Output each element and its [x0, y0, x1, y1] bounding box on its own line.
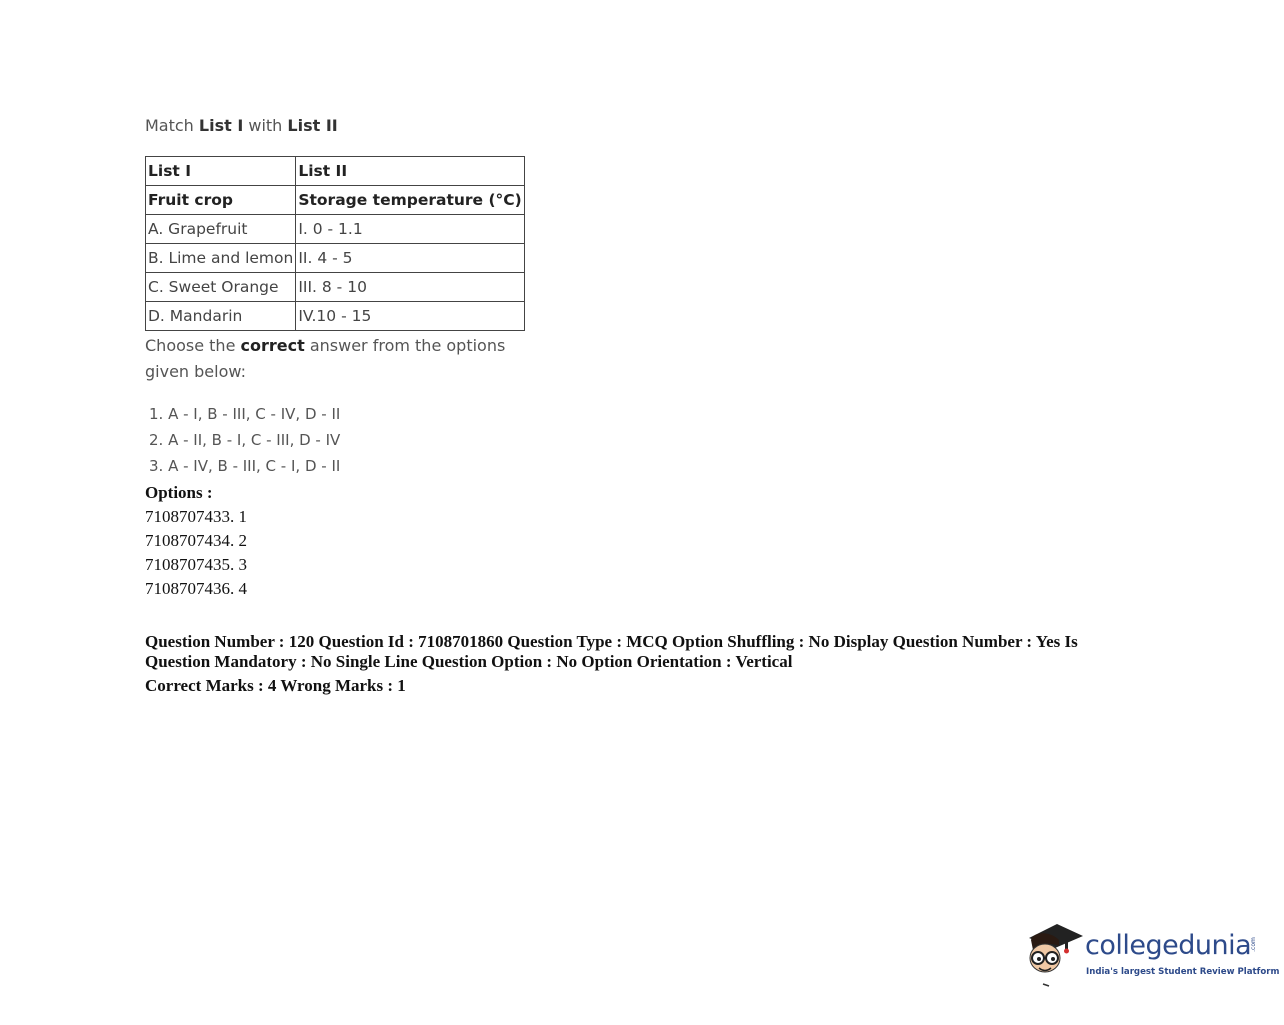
- options-title: Options :: [145, 483, 213, 502]
- collegedunia-logo: [1025, 918, 1280, 988]
- question-intro: Match List I with List II: [145, 116, 338, 135]
- table-row: A. Grapefruit I. 0 - 1.1: [146, 215, 525, 244]
- option-item: 7108707435. 3: [145, 555, 247, 574]
- match-table: [145, 156, 525, 331]
- mascot-graduate-icon: [1025, 918, 1085, 988]
- question-metadata: Question Number : 120 Question Id : 7108701860 Question Type : MCQ Option Shuffling : No Display Question Number : Yes Is Question Mandatory : No Single Line Question Option : No Option Orientation : Vertical: [145, 632, 1078, 671]
- table-row: B. Lime and lemon II. 4 - 5: [146, 244, 525, 273]
- table-row: C. Sweet Orange III. 8 - 10: [146, 273, 525, 302]
- option-item: 7108707434. 2: [145, 531, 247, 550]
- choose-instruction: Choose the correct answer from the options given below:: [145, 336, 506, 381]
- list-item: 3. A - IV, B - III, C - I, D - II: [149, 457, 341, 475]
- option-item: 7108707433. 1: [145, 507, 247, 526]
- brand-tagline: India's largest Student Review Platform: [1086, 967, 1280, 977]
- table-row: D. Mandarin IV.10 - 15: [146, 302, 525, 331]
- option-item: 7108707436. 4: [145, 579, 247, 598]
- table-subheader-row: Fruit crop Storage temperature (°C): [146, 186, 525, 215]
- list-item: 2. A - II, B - I, C - III, D - IV: [149, 431, 341, 449]
- brand-domain: .com: [1249, 937, 1257, 952]
- answer-choices: [145, 401, 545, 479]
- question-block: [145, 114, 545, 479]
- table-header-row: List I List II: [146, 157, 525, 186]
- marks-info: Correct Marks : 4 Wrong Marks : 1: [145, 676, 406, 695]
- brand-name: collegedunia: [1085, 930, 1252, 961]
- list-item: 1. A - I, B - III, C - IV, D - II: [149, 405, 341, 423]
